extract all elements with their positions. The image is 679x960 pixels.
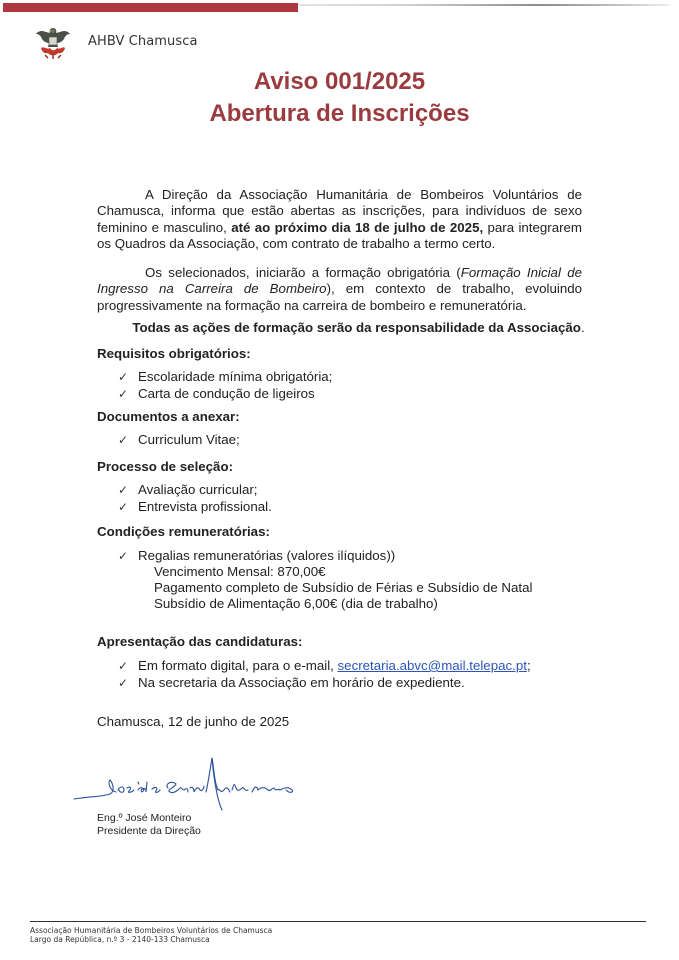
list-item: ✓ Regalias remuneratórias (valores ilíquidos)) [118,548,396,563]
section-heading-condicoes: Condições remuneratórias: [97,524,270,539]
section-heading-processo: Processo de seleção: [97,459,233,474]
email-link[interactable]: secretaria.abvc@mail.telepac.pt [337,658,527,673]
list-item: ✓ Em formato digital, para o e-mail, secretaria.abvc@mail.telepac.pt; [118,658,531,673]
salary-detail: Vencimento Mensal: 870,00€ [154,564,326,579]
list-item: ✓ Curriculum Vitae; [118,432,240,447]
list-item: ✓ Entrevista profissional. [118,499,272,514]
check-icon: ✓ [118,370,129,384]
org-short-name: AHBV Chamusca [88,34,198,49]
salary-detail: Pagamento completo de Subsídio de Férias e Subsídio de Natal [154,580,533,595]
list-item: ✓ Avaliação curricular; [118,482,258,497]
check-icon: ✓ [118,433,129,447]
check-icon: ✓ [118,483,129,497]
intro-paragraph-2: Os selecionados, iniciarão a formação obrigatória (Formação Inicial de Ingresso na Carreira de Bombeiro), em contexto de trabalho, evoluindo progressivamente na formação na carreira de bombeiro e remuneratória. [97,265,583,313]
intro-paragraph-1: A Direção da Associação Humanitária de Bombeiros Voluntários de Chamusca, informa que estão abertas as inscrições, para indivíduos de sexo feminino e masculino, até ao próximo dia 18 de julho de 2025, para integrarem os Quadros da Associação, com contrato de trabalho a termo certo. [97,187,582,251]
section-heading-apresentacao: Apresentação das candidaturas: [97,634,303,649]
salary-detail: Subsídio de Alimentação 6,00€ (dia de trabalho) [154,596,438,611]
list-item: ✓ Carta de condução de ligeiros [118,386,315,401]
footer-org-name: Associação Humanitária de Bombeiros Voluntários de Chamusca [30,926,273,935]
check-icon: ✓ [118,549,129,563]
notice-title: Abertura de Inscrições [209,100,470,127]
check-icon: ✓ [118,659,129,673]
signer-role: Presidente da Direção [97,825,201,837]
header-accent-bar [3,3,298,12]
training-responsibility-note: Todas as ações de formação serão da responsabilidade da Associação. [132,320,585,335]
deadline-text: até ao próximo dia 18 de julho de 2025, [231,219,484,235]
check-icon: ✓ [118,676,129,690]
list-item: ✓ Na secretaria da Associação em horário de expediente. [118,675,465,690]
footer-rule [30,921,646,922]
training-name: Formação Inicial de Ingresso na Carreira de Bombeiro [97,265,583,297]
check-icon: ✓ [118,387,129,401]
notice-number: Aviso 001/2025 [253,68,426,95]
section-heading-requisitos: Requisitos obrigatórios: [97,346,251,361]
eagle-emblem-icon [34,24,72,62]
header-rule [298,4,670,6]
footer-address: Largo da República, n.º 3 - 2140-133 Chamusca [30,935,210,944]
place-date: Chamusca, 12 de junho de 2025 [97,714,290,729]
handwritten-signature [72,752,302,812]
check-icon: ✓ [118,500,129,514]
section-heading-documentos: Documentos a anexar: [97,409,240,424]
signer-name: Eng.º José Monteiro [97,812,192,824]
list-item: ✓ Escolaridade mínima obrigatória; [118,369,333,384]
